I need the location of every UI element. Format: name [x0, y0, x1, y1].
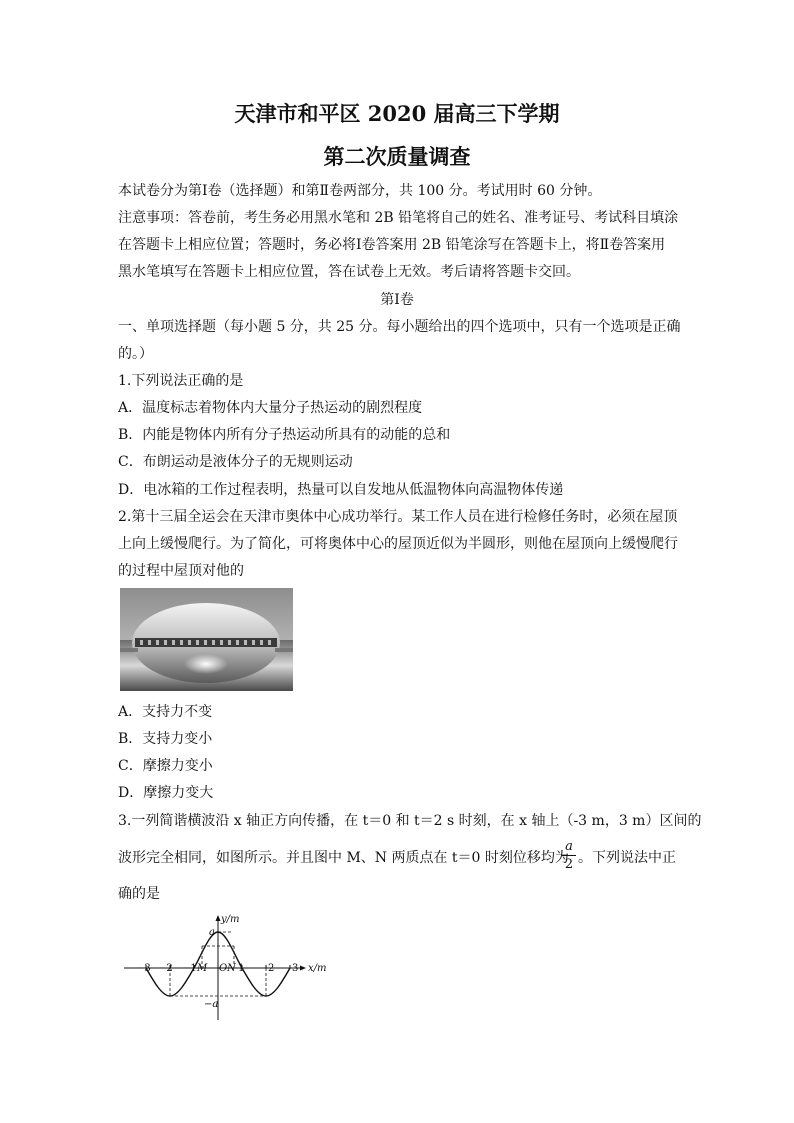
negative-amplitude-label: −a	[204, 999, 219, 1010]
q1-option-d: D．电冰箱的工作过程表明，热量可以自发地从低温物体向高温物体传递	[118, 482, 564, 498]
q2-stem-line-3: 的过程中屋顶对他的	[118, 563, 244, 579]
section-heading: 第Ⅰ卷	[380, 292, 414, 308]
notice-line-1: 注意事项：答卷前，考生务必用黑水笔和 2B 铅笔将自己的姓名、准考证号、考试科目填涂	[118, 210, 679, 226]
tick-label-minus-2: −2	[158, 963, 173, 974]
q1-option-c: C．布朗运动是液体分子的无规则运动	[118, 454, 353, 470]
tick-label-3: 3	[292, 963, 299, 974]
fraction-denominator: 2	[564, 857, 574, 872]
q2-stem-line-2: 上向上缓慢爬行。为了简化，可将奥体中心的屋顶近似为半圆形，则他在屋顶向上缓慢爬行	[118, 536, 678, 552]
section-instruction-1: 一、单项选择题（每小题 5 分，共 25 分。每小题给出的四个选项中，只有一个选项是正确	[118, 319, 681, 335]
notice-line-3: 黑水笔填写在答题卡上相应位置，答在试卷上无效。考后请将答题卡交回。	[118, 264, 580, 280]
stadium-photo	[120, 588, 293, 691]
exam-title-line1: 天津市和平区 2020 届高三下学期	[234, 101, 560, 126]
q2-option-d: D．摩擦力变大	[118, 785, 214, 801]
fraction-bar	[562, 855, 576, 856]
section-instruction-2: 的。）	[118, 346, 153, 362]
q3-stem-line-3: 确的是	[118, 886, 160, 902]
tick-label-minus-3: −3	[136, 963, 151, 974]
origin-label: O	[219, 963, 228, 974]
tick-label-2: 2	[268, 963, 275, 974]
q2-option-a: A．支持力不变	[118, 704, 213, 720]
tick-label-1: 1	[238, 963, 245, 974]
q1-option-a: A．温度标志着物体内大量分子热运动的剧烈程度	[118, 400, 423, 416]
q1-option-b: B．内能是物体内所有分子热运动所具有的动能的总和	[118, 427, 451, 443]
tick-label-minus-1: −1	[182, 963, 197, 974]
amplitude-label: a	[209, 927, 215, 938]
q2-option-b: B．支持力变小	[118, 731, 213, 747]
fraction-a-over-2	[562, 839, 576, 872]
point-m-label: M	[197, 963, 208, 974]
q2-option-c: C．摩擦力变小	[118, 758, 213, 774]
wave-figure	[122, 910, 330, 1022]
point-n-label: N	[227, 963, 236, 974]
intro-line: 本试卷分为第Ⅰ卷（选择题）和第Ⅱ卷两部分，共 100 分。考试用时 60 分钟。	[118, 183, 602, 199]
x-axis-label: x/m	[308, 963, 327, 974]
q3-stem-line-2: 波形完全相同，如图所示。并且图中 M、N 两质点在 t＝0 时刻位移均为	[118, 850, 569, 866]
fraction-numerator: a	[565, 839, 573, 854]
q3-stem-line-1: 3.一列简谐横波沿 x 轴正方向传播，在 t＝0 和 t＝2 s 时刻，在 x 轴上（-3 m，3 m）区间的	[118, 813, 702, 829]
y-axis-arrow-icon	[216, 915, 221, 921]
exam-title-line2: 第二次质量调查	[323, 144, 471, 169]
q2-stem-line-1: 2.第十三届全运会在天津市奥体中心成功举行。某工作人员在进行检修任务时，必须在屋顶	[118, 509, 678, 525]
x-axis-arrow-icon	[300, 966, 306, 971]
notice-line-2: 在答题卡上相应位置；答题时，务必将Ⅰ卷答案用 2B 铅笔涂写在答题卡上，将Ⅱ卷答案用	[118, 237, 666, 253]
q1-stem: 1.下列说法正确的是	[118, 373, 244, 389]
y-axis-label: y/m	[221, 914, 240, 925]
q3-stem-line-2-tail: 。下列说法中正	[578, 850, 676, 866]
